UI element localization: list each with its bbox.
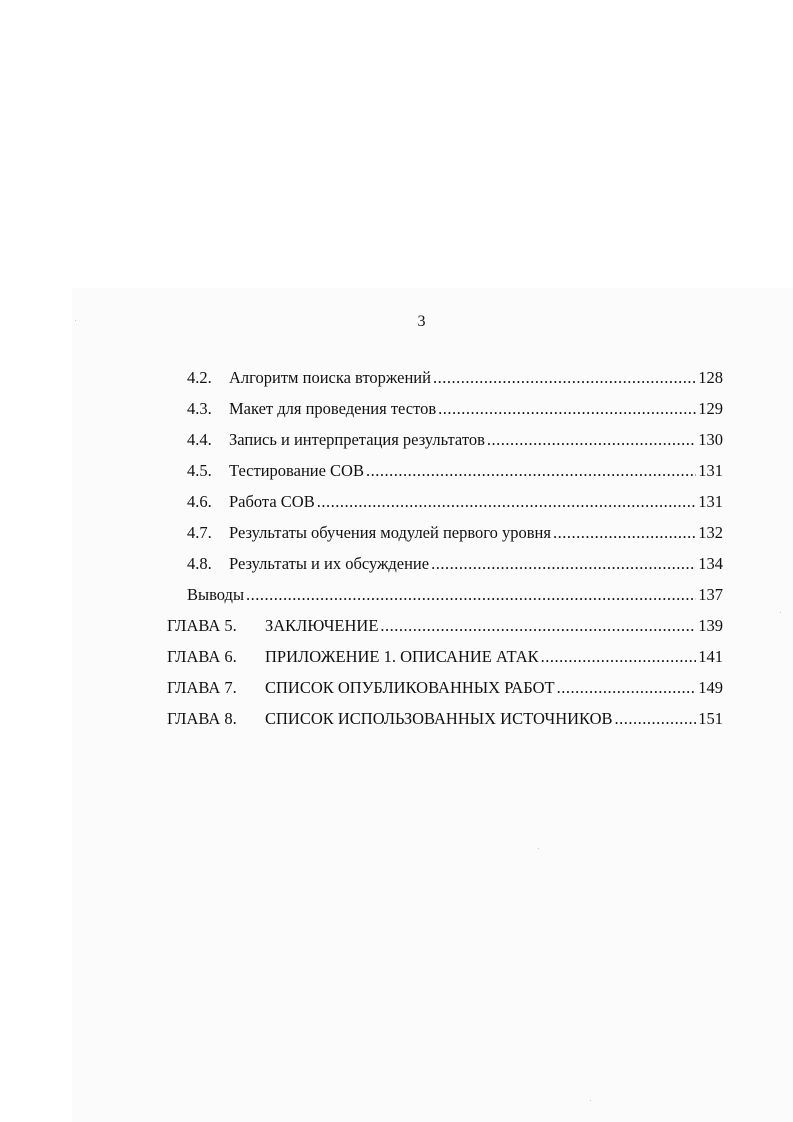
toc-dot-leader <box>557 678 697 698</box>
toc-dot-leader <box>366 461 696 481</box>
toc-entry-page: 131 <box>698 461 723 480</box>
toc-entry-4-7[interactable] <box>187 523 723 549</box>
toc-dot-leader <box>433 368 696 388</box>
toc-dot-leader <box>317 492 697 512</box>
toc-entry-number: 4.7. <box>187 523 212 542</box>
toc-entry-4-5[interactable] <box>187 461 723 487</box>
toc-entry-page: 141 <box>698 647 723 666</box>
toc-entry-number: 4.4. <box>187 430 212 449</box>
toc-entry-4-3[interactable] <box>187 399 723 425</box>
toc-dot-leader <box>431 554 696 574</box>
toc-entry-number: 4.3. <box>187 399 212 418</box>
toc-entry-number: ГЛАВА 6. <box>167 647 237 666</box>
page-number: 3 <box>417 313 426 330</box>
toc-entry-chapter-6[interactable] <box>167 647 723 673</box>
toc-entry-title: Результаты обучения модулей первого уровня <box>229 523 551 542</box>
toc-entry-title: СПИСОК ОПУБЛИКОВАННЫХ РАБОТ <box>265 678 555 697</box>
toc-entry-4-8[interactable] <box>187 554 723 580</box>
toc-entry-title: ПРИЛОЖЕНИЕ 1. ОПИСАНИЕ АТАК <box>265 647 539 666</box>
toc-entry-chapter-8[interactable] <box>167 709 723 735</box>
toc-entry-number: ГЛАВА 5. <box>167 616 237 635</box>
toc-entry-4-6[interactable] <box>187 492 723 518</box>
toc-dot-leader <box>615 709 697 729</box>
toc-entry-page: 128 <box>698 368 723 387</box>
toc-entry-title: Макет для проведения тестов <box>229 399 437 418</box>
toc-dot-leader <box>553 523 696 543</box>
toc-entry-number: 4.8. <box>187 554 212 573</box>
toc-entry-page: 139 <box>698 616 723 635</box>
toc-entry-title: Запись и интерпретация результатов <box>229 430 485 449</box>
toc-entry-page: 132 <box>698 523 723 542</box>
toc-entry-4-4[interactable] <box>187 430 723 456</box>
toc-entry-number: 4.2. <box>187 368 212 387</box>
toc-entry-conclusions[interactable] <box>187 585 723 611</box>
toc-entry-chapter-7[interactable] <box>167 678 723 704</box>
scan-speck <box>780 612 781 613</box>
toc-entry-title: СПИСОК ИСПОЛЬЗОВАННЫХ ИСТОЧНИКОВ <box>265 709 613 728</box>
toc-dot-leader <box>487 430 696 450</box>
toc-entry-page: 137 <box>698 585 723 604</box>
toc-entry-title: Выводы <box>187 585 245 604</box>
toc-entry-page: 129 <box>698 399 723 418</box>
toc-entry-4-2[interactable] <box>187 368 723 394</box>
toc-entry-page: 130 <box>698 430 723 449</box>
toc-dot-leader <box>541 647 697 667</box>
toc-entry-number: 4.5. <box>187 461 212 480</box>
scan-speck <box>75 320 76 321</box>
toc-entry-number: 4.6. <box>187 492 212 511</box>
toc-entry-chapter-5[interactable] <box>167 616 723 642</box>
scan-speck <box>538 848 539 849</box>
toc-entry-number: ГЛАВА 7. <box>167 678 237 697</box>
toc-entry-title: ЗАКЛЮЧЕНИЕ <box>265 616 379 635</box>
toc-entry-page: 134 <box>698 554 723 573</box>
toc-entry-title: Тестирование СОВ <box>229 461 364 480</box>
toc-entry-title: Результаты и их обсуждение <box>229 554 430 573</box>
toc-entry-page: 131 <box>698 492 723 511</box>
toc-entry-page: 151 <box>698 709 723 728</box>
toc-dot-leader <box>438 399 696 419</box>
toc-entry-number: ГЛАВА 8. <box>167 709 237 728</box>
toc-dot-leader <box>380 616 696 636</box>
scan-speck <box>590 1100 591 1101</box>
toc-entry-title: Алгоритм поиска вторжений <box>229 368 431 387</box>
toc-dot-leader <box>246 585 696 605</box>
toc-entry-page: 149 <box>698 678 723 697</box>
toc-entry-title: Работа СОВ <box>229 492 315 511</box>
